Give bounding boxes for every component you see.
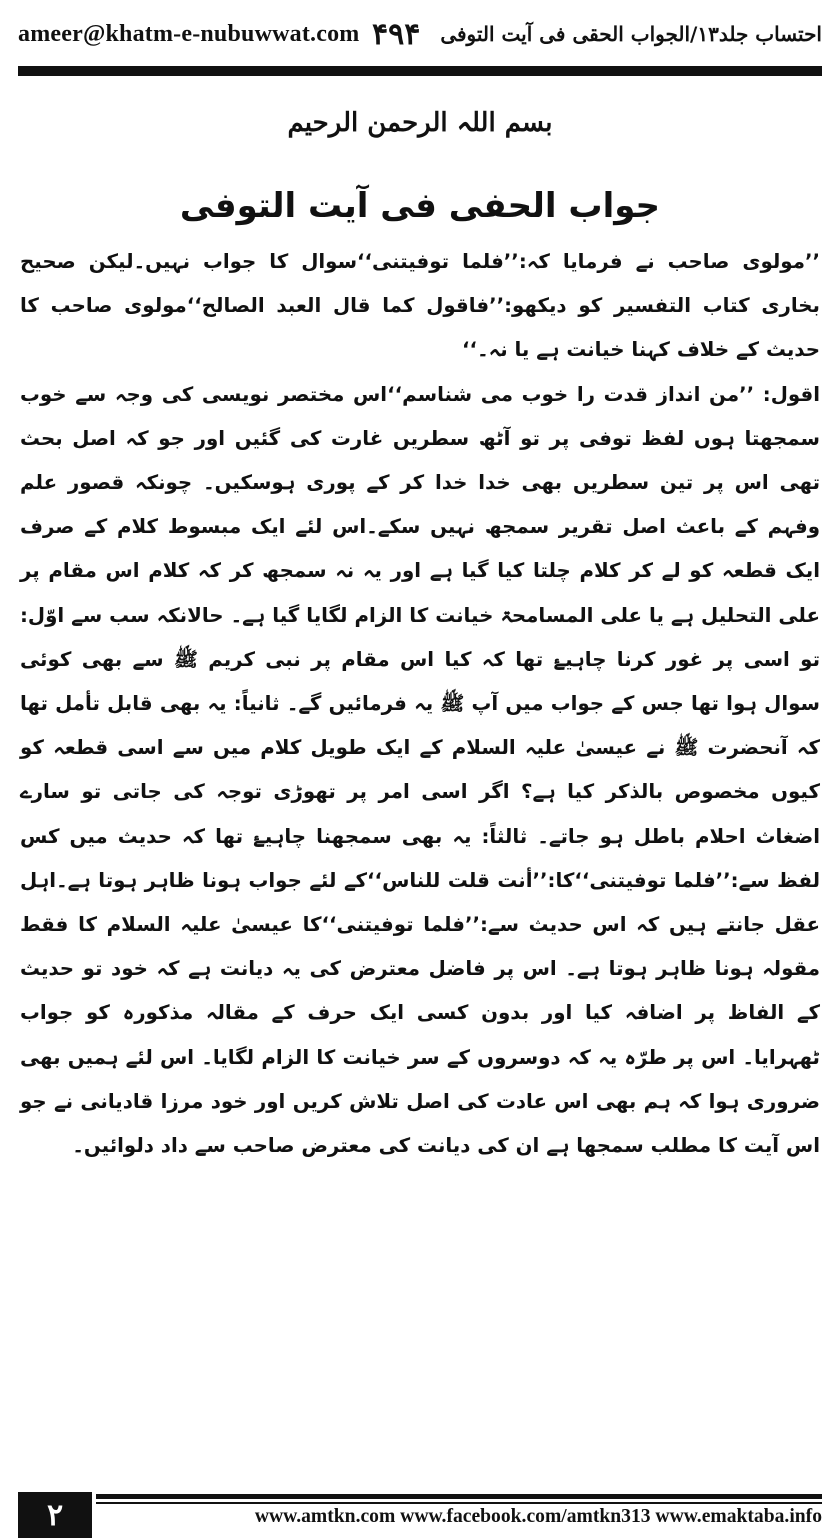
header-email[interactable]: ameer@khatm-e-nubuwwat.com: [18, 20, 360, 47]
body-text: [20, 240, 820, 1490]
header-page-number: ۴۹۴: [371, 16, 421, 52]
paragraph-reply: اقول: ’’من انداز قدت را خوب می شناسم‘‘اس مختصر نویسی کی وجہ سے خوب سمجھتا ہوں لفظ توفی پر تو آٹھ سطریں غارت کی گئیں اور جو کہ اصل بحث تھی اس پر تین سطریں بھی خدا خدا کر کے پوری ہوسکیں۔ چونکہ قصور علم وفہم کے باعث اصل تقریر سمجھ نہیں سکے۔اس لئے ایک مبسوط کلام کے صرف ایک قطعہ کو لے کر کلام چلتا کیا گیا ہے اور یہ نہ سمجھ کر کہ کلام اس مقام پر علی التحلیل ہے یا علی المسامحۃ خیانت کا الزام لگایا گیا ہے۔ حالانکہ سب سے اوّل: تو اسی پر غور کرنا چاہیۓ تھا کہ کیا اس مقام پر نبی کریم ﷺ سے بھی کوئی سوال ہوا تھا جس کے جواب میں آپ ﷺ یہ فرمائیں گے۔ ثانیاً: یہ بھی قابل تأمل تھا کہ آنحضرت ﷺ نے عیسیٰ علیہ السلام کے ایک طویل کلام میں سے اسی قطعہ کو کیوں مخصوص بالذکر کیا ہے؟ اگر اسی امر پر تھوڑی توجہ کی جاتی تو سارے اضغاث احلام باطل ہو جاتے۔ ثالثاً: یہ بھی سمجھنا چاہیۓ تھا کہ حدیث میں کس لفظ سے:’’فلما توفیتنی‘‘کا:’’أنت قلت للناس‘‘کے لئے جواب ہونا ظاہر ہوتا ہے۔اہل عقل جانتے ہیں کہ اس حدیث سے:’’فلما توفیتنی‘‘کا عیسیٰ علیہ السلام کا فقط مقولہ ہونا ظاہر ہوتا ہے۔ اس پر فاضل معترض کی یہ دیانت ہے کہ خود تو حدیث کے الفاظ پر اضافہ کیا اور بدون کسی ایک حرف کے مقالہ مذکورہ کو جواب ٹھہرایا۔ اس پر طرّہ یہ کہ دوسروں کے سر خیانت کا الزام لگایا۔ اس لئے ہمیں بھی ضروری ہوا کہ ہم بھی اس عادت کی اصل تلاش کریں اور خود مرزا قادیانی نے جو اس آیت کا مطلب سمجھا ہے ان کی دیانت کی معترض صاحب سے داد دلوائیں۔: [20, 382, 820, 1158]
header-right: [372, 17, 822, 52]
page-title: جواب الحفی فی آیت التوفی: [179, 186, 661, 226]
footer-rule-thin: [96, 1502, 822, 1504]
footer-links[interactable]: www.amtkn.com www.facebook.com/amtkn313 www.emaktaba.info: [254, 1506, 822, 1527]
footer-page-number: ۲: [18, 1492, 92, 1538]
paragraph-quote: ’’مولوی صاحب نے فرمایا کہ:’’فلما توفیتنی‘‘سوال کا جواب نہیں۔لیکن صحیح بخاری کتاب التفسیر کو دیکھو:’’فاقول کما قال العبد الصالح‘‘مولوی صاحب کا حدیث کے خلاف کہنا خیانت ہے یا نہ۔‘‘: [20, 250, 820, 362]
volume-title: احتساب جلد۱۳/الجواب الحقی فی آیت التوفی: [440, 22, 822, 46]
page-header: [18, 6, 822, 62]
header-rule: [18, 66, 822, 76]
footer-rule-top: [96, 1494, 822, 1499]
bismillah: بسم اللہ الرحمن الرحیم: [287, 108, 553, 138]
